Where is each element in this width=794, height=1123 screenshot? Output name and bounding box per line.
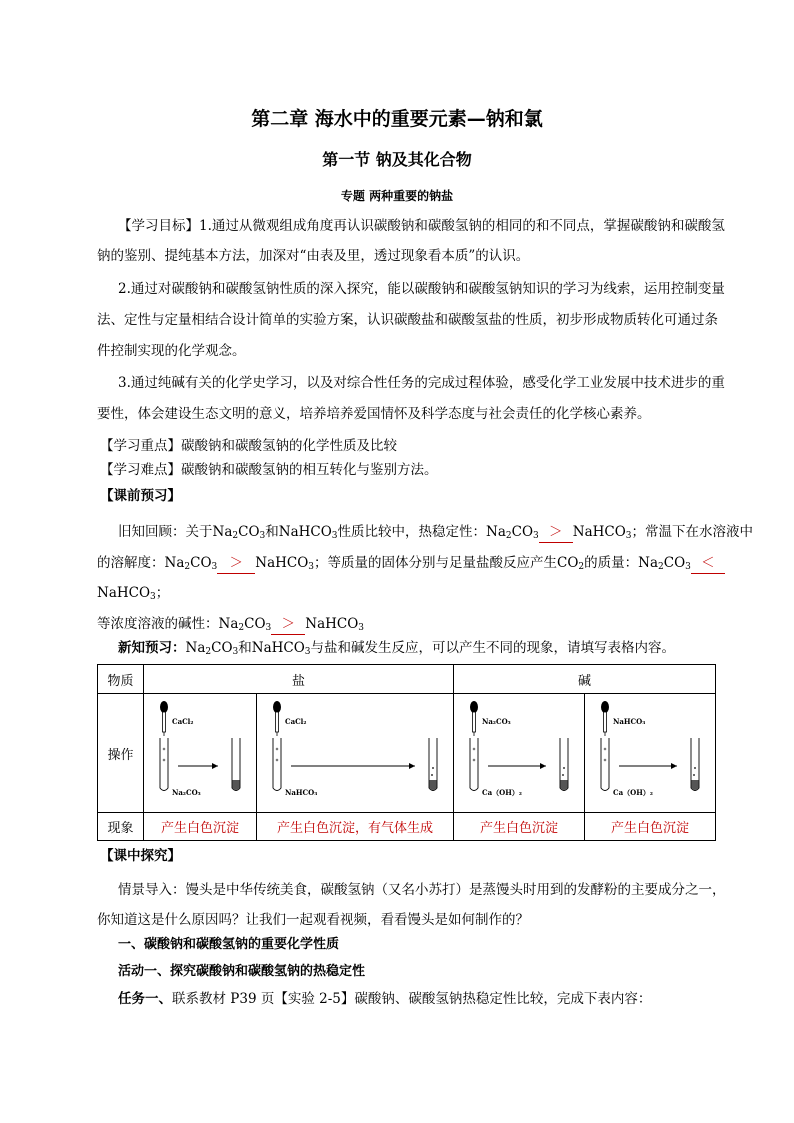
answer-blank-basicity[interactable]: ＞ bbox=[271, 614, 305, 635]
goals-text-2a: 2.通过对碳酸钠和碳酸氢钠性质的深入探究，能以碳酸钠和碳酸氢钠知识的学习为线索，运用控制变量 bbox=[118, 281, 725, 297]
answer-blank-co2-mass[interactable]: ＜ bbox=[691, 553, 725, 574]
phenomenon-3: 产生白色沉淀 bbox=[454, 813, 585, 841]
goals-text-3b: 要性，体会建设生态文明的意义，培养培养爱国情怀及科学态度与社会责任的化学核心素养。 bbox=[97, 406, 651, 422]
row-operation-label: 操作 bbox=[98, 694, 144, 813]
answer-blank-solubility[interactable]: ＞ bbox=[217, 553, 255, 574]
difficulties bbox=[100, 460, 720, 480]
review-line-2: 的溶解度：$Na_2CO_3$ ＞ NaHCO$_3$；等质量的固体分别与足量盐酸反应产生$CO_2$的质量：$Na_2CO_3$ ＜ bbox=[97, 553, 717, 574]
dropper-bulb-icon bbox=[601, 701, 609, 713]
dropper-tube-icon bbox=[604, 712, 607, 732]
tube-reagent-label: NaHCO₃ bbox=[285, 788, 318, 797]
tube-reagent-label: Na₂CO₃ bbox=[172, 788, 201, 797]
operation-cell-2 bbox=[257, 694, 454, 813]
dropper-tube-icon bbox=[473, 712, 476, 732]
header-salt: 盐 bbox=[144, 665, 454, 694]
goals-paragraph-1a bbox=[118, 216, 725, 236]
goals-text-2b: 法、定性与定量相结合设计简单的实验方案，认识碳酸盐和碳酸氢盐的性质，初步形成物质转化可通过条 bbox=[97, 312, 718, 328]
test-tube-icon bbox=[273, 738, 281, 791]
dropper-reagent-label: CaCl₂ bbox=[172, 717, 194, 726]
preview-label: 【课前预习】 bbox=[100, 488, 181, 504]
precipitate-icon bbox=[561, 780, 568, 790]
operation-cell-3 bbox=[454, 694, 585, 813]
test-tube-icon bbox=[160, 738, 168, 791]
difficulties-text: 碳酸钠和碳酸氢钠的相互转化与鉴别方法。 bbox=[181, 462, 438, 478]
header-base: 碱 bbox=[454, 665, 716, 694]
answer-blank-stability[interactable]: ＞ bbox=[539, 522, 573, 543]
dropper-reagent-label: Na₂CO₃ bbox=[482, 717, 511, 726]
apparatus-diagram-2 bbox=[257, 694, 453, 808]
chapter-title: 第二章 海水中的重要元素—钠和氯 bbox=[251, 108, 543, 130]
dropper-bulb-icon bbox=[160, 701, 168, 713]
phenomenon-2: 产生白色沉淀，有气体生成 bbox=[257, 813, 454, 841]
operation-cell-1 bbox=[144, 694, 257, 813]
dropper-bulb-icon bbox=[470, 701, 478, 713]
tube-reagent-label: Ca（OH）₂ bbox=[482, 788, 522, 797]
inclass-label: 【课中探究】 bbox=[100, 848, 181, 864]
apparatus-diagram-4 bbox=[585, 694, 715, 808]
review-line-1: 旧知回顾：关于$Na_2CO_3$和NaHCO$_3$性质比较中，热稳定性：$Na_2CO_3$ ＞ NaHCO$_3$；常温下在水溶液中 bbox=[118, 524, 754, 541]
dropper-bulb-icon bbox=[273, 701, 281, 713]
key-points-label: 【学习重点】 bbox=[100, 438, 181, 454]
dropper-reagent-label: CaCl₂ bbox=[285, 717, 307, 726]
review-line-3: NaHCO$_3$； bbox=[97, 585, 170, 602]
key-points-text: 碳酸钠和碳酸氢钠的化学性质及比较 bbox=[181, 438, 397, 454]
goals-text-3a: 3.通过纯碱有关的化学史学习，以及对综合性任务的完成过程体验，感受化学工业发展中技术进步的重 bbox=[118, 375, 725, 391]
heading-chemical-properties: 一、碳酸钠和碳酸氢钠的重要化学性质 bbox=[118, 937, 340, 952]
precipitate-icon bbox=[233, 780, 240, 790]
goals-text-1b: 钠的鉴别、提纯基本方法，加深对“由表及里，透过现象看本质”的认识。 bbox=[97, 248, 530, 264]
intro-text-b: 你知道这是什么原因吗？让我们一起观看视频，看看馒头是如何制作的？ bbox=[97, 912, 529, 928]
intro-text-a: 情景导入：馒头是中华传统美食，碳酸氢钠（又名小苏打）是蒸馒头时用到的发酵粉的主要成分之一， bbox=[118, 882, 726, 898]
key-points bbox=[100, 436, 720, 456]
test-tube-icon bbox=[601, 738, 609, 791]
header-substance: 物质 bbox=[98, 665, 144, 694]
goals-label: 【学习目标】 bbox=[118, 218, 199, 234]
goals-text-2c: 件控制实现的化学观念。 bbox=[97, 343, 246, 359]
dropper-tube-icon bbox=[163, 712, 166, 732]
apparatus-diagram-3 bbox=[454, 694, 584, 808]
goals-text-1a: 1.通过从微观组成角度再认识碳酸钠和碳酸氢钠的相同的和不同点，掌握碳酸钠和碳酸氢 bbox=[199, 218, 725, 234]
apparatus-diagram-1 bbox=[144, 694, 256, 808]
precipitate-icon bbox=[430, 780, 437, 790]
tube-reagent-label: Ca（OH）₂ bbox=[613, 788, 653, 797]
review-line-4: 等浓度溶液的碱性：$Na_2CO_3$ ＞ NaHCO$_3$ bbox=[97, 616, 365, 633]
section-title: 第一节 钠及其化合物 bbox=[322, 150, 472, 169]
new-preview-line: 新知预习：$Na_2CO_3$和NaHCO$_3$与盐和碱发生反应，可以产生不同的现象，请填写表格内容。 bbox=[118, 640, 676, 657]
activity-one: 活动一、探究碳酸钠和碳酸氢钠的热稳定性 bbox=[118, 964, 366, 979]
row-phenomenon-label: 现象 bbox=[98, 813, 144, 841]
phenomenon-4: 产生白色沉淀 bbox=[585, 813, 716, 841]
precipitate-icon bbox=[692, 780, 699, 790]
operation-cell-4 bbox=[585, 694, 716, 813]
test-tube-icon bbox=[470, 738, 478, 791]
difficulties-label: 【学习难点】 bbox=[100, 462, 181, 478]
dropper-reagent-label: NaHCO₃ bbox=[613, 717, 646, 726]
task-one: 任务一、联系教材 P39 页【实验 2-5】碳酸钠、碳酸氢钠热稳定性比较，完成下表内容： bbox=[118, 991, 652, 1007]
topic-title: 专题 两种重要的钠盐 bbox=[340, 189, 454, 203]
phenomenon-1: 产生白色沉淀 bbox=[144, 813, 257, 841]
reaction-table bbox=[97, 664, 716, 841]
dropper-tube-icon bbox=[276, 712, 279, 732]
